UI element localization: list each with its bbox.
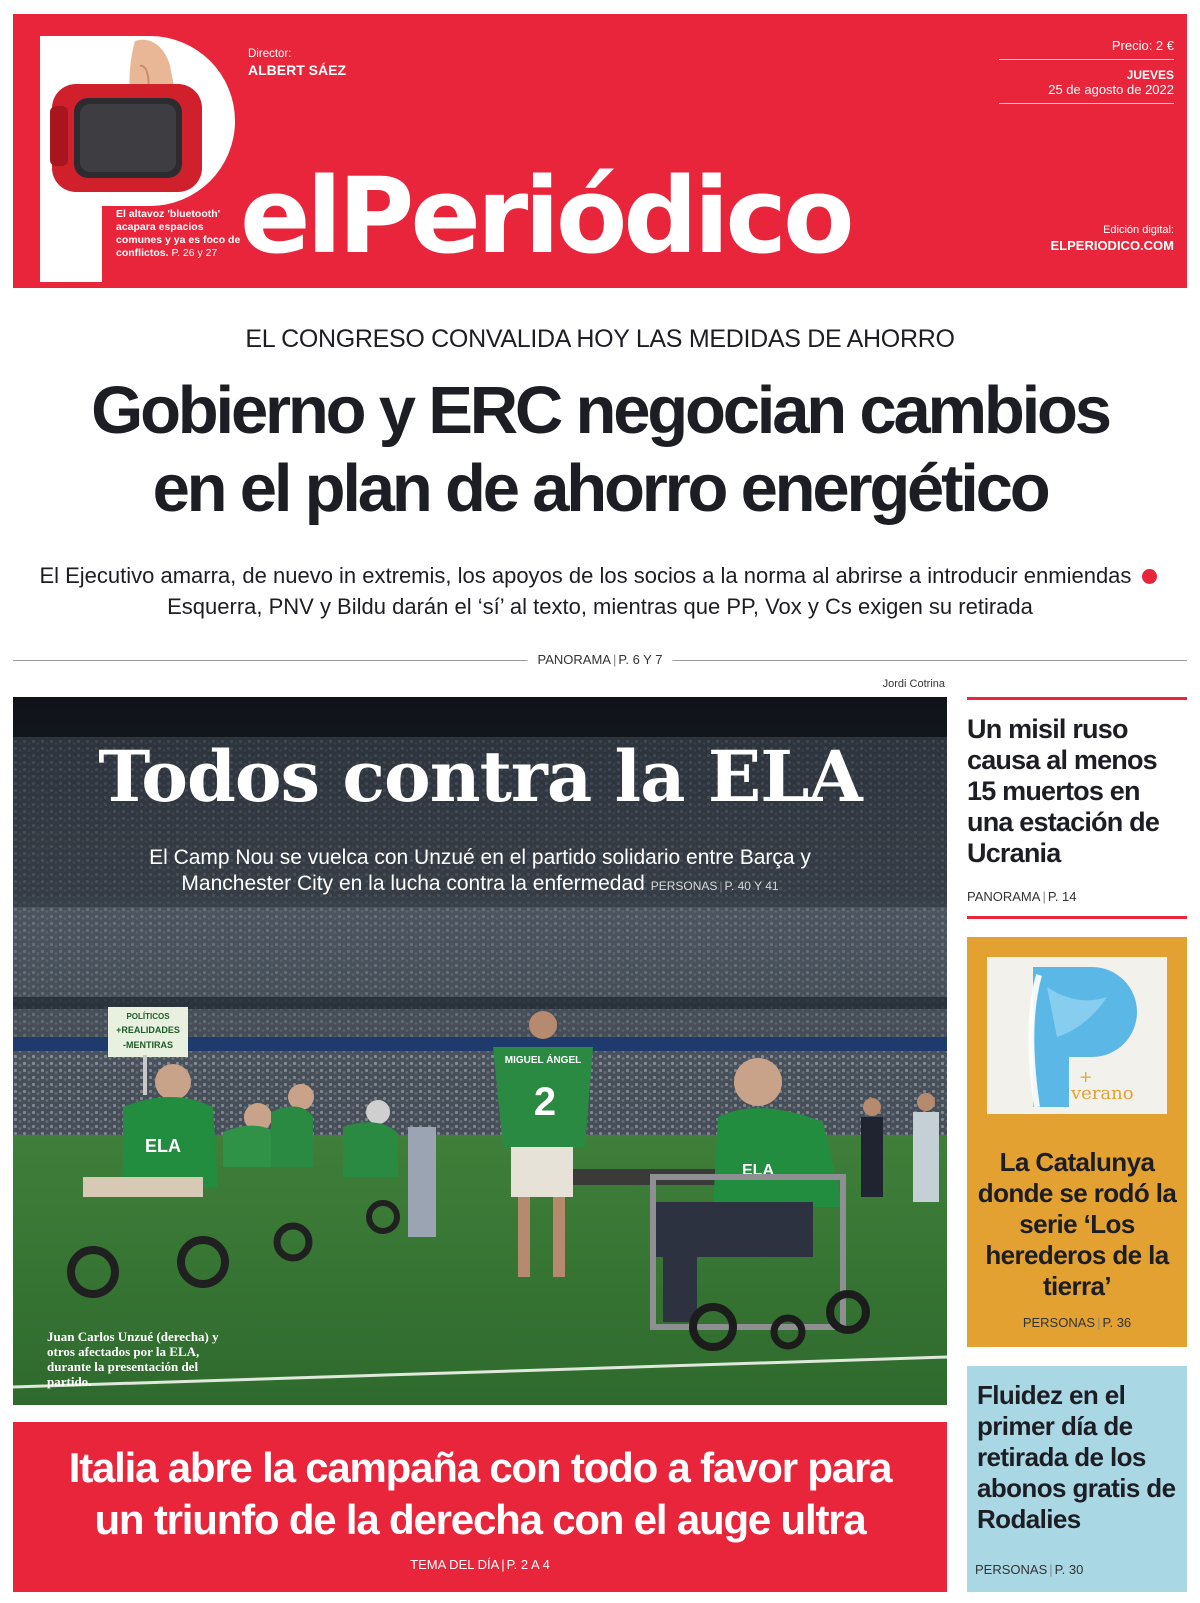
side-headline: Un misil ruso causa al menos 15 muertos en una estación de Ucrania: [967, 714, 1160, 868]
promo-story[interactable]: [967, 937, 1187, 1347]
sign-line-1: POLÍTICOS: [126, 1012, 170, 1021]
lead-kicker: EL CONGRESO CONVALIDA HOY LAS MEDIDAS DE AHORRO: [245, 325, 955, 353]
sign-line-3: -MENTIRAS: [123, 1040, 173, 1050]
edition-link[interactable]: ELPERIODICO.COM: [1050, 238, 1174, 253]
price-date-block: [999, 38, 1174, 104]
side-story[interactable]: [967, 697, 1187, 904]
rodalies-headline: Fluidez en el primer día de retirada de los abonos gratis de Rodalies: [977, 1380, 1176, 1534]
edition-block: [1050, 222, 1174, 254]
photo-credit: Jordi Cotrina: [882, 678, 945, 690]
lead-headline-line1: Gobierno y ERC negocian cambios: [91, 373, 1109, 448]
bottom-headline-line2: un triunfo de la derecha con el auge ultra: [94, 1496, 866, 1543]
director-name: ALBERT SÁEZ: [248, 62, 346, 78]
promo-section: PERSONAS: [1022, 1315, 1096, 1330]
photo-caption: Juan Carlos Unzué (derecha) y otros afectados por la ELA, durante la presentación del partido.: [47, 1329, 219, 1389]
rodalies-story[interactable]: [967, 1366, 1187, 1592]
rodalies-section: PERSONAS: [975, 1562, 1048, 1577]
photo-pages: P. 40 Y 41: [724, 879, 779, 893]
lead-deck-part1: El Ejecutivo amarra, de nuevo in extremis, los apoyos de los socios a la norma al abrirse a introducir enmiendas: [39, 563, 1132, 588]
bottom-pages: P. 2 A 4: [506, 1557, 550, 1572]
bottom-headline-line1: Italia abre la campaña con todo a favor para: [68, 1444, 892, 1491]
bottom-story[interactable]: [13, 1422, 947, 1592]
promo-headline: La Catalunya donde se rodó la serie ‘Los herederos de la tierra’: [977, 1147, 1177, 1301]
teaser-body: El altavoz 'bluetooth' acapara espacios comunes y ya es foco de conflictos.: [116, 208, 241, 259]
lead-headline[interactable]: [10, 372, 1190, 528]
supplement-label: verano: [1071, 1083, 1134, 1104]
lead-section: PANORAMA: [537, 652, 611, 667]
director-block: [248, 46, 346, 78]
price: Precio: 2 €: [999, 38, 1174, 60]
rodalies-pages: P. 30: [1054, 1562, 1084, 1577]
lead-deck-part2: Esquerra, PNV y Bildu darán el ‘sí’ al texto, mientras que PP, Vox y Cs exigen su retirada: [167, 594, 1033, 619]
bottom-headline: [23, 1442, 937, 1546]
bottom-section: TEMA DEL DÍA: [410, 1557, 500, 1572]
shirt-number: 2: [533, 1080, 557, 1124]
photo-title[interactable]: Todos contra la ELA: [98, 735, 862, 818]
photo-section: PERSONAS: [650, 879, 718, 893]
promo-page-ref: PERSONAS | P. 36: [1022, 1315, 1132, 1330]
shirt-text-right: ELA: [742, 1162, 774, 1179]
weekday: JUEVES: [1126, 68, 1174, 82]
sign-line-2: +REALIDADES: [116, 1025, 180, 1035]
rodalies-page-ref: PERSONAS | P. 30: [975, 1562, 1084, 1577]
edition-label: Edición digital:: [1103, 224, 1174, 236]
director-label: Director:: [248, 48, 292, 60]
shirt-name: MIGUEL ÁNGEL: [504, 1055, 582, 1066]
masthead: [13, 14, 1187, 288]
brand-logo[interactable]: elPeriódico: [240, 155, 851, 277]
teaser-ref: P. 26 y 27: [171, 247, 218, 259]
lead-headline-line2: en el plan de ahorro energético: [152, 451, 1048, 526]
lead-page-ref: PANORAMA | P. 6 Y 7: [13, 652, 1187, 668]
supplement-plus: +: [1079, 1067, 1093, 1086]
side-section: PANORAMA: [967, 889, 1041, 904]
photo-story[interactable]: [13, 697, 947, 1405]
teaser-text[interactable]: [116, 208, 241, 260]
promo-pages: P. 36: [1102, 1315, 1132, 1330]
date: 25 de agosto de 2022: [999, 82, 1174, 104]
photo-subtitle: [93, 845, 867, 899]
bottom-page-ref: TEMA DEL DÍA | P. 2 A 4: [410, 1557, 550, 1572]
bullet-dot-icon: [1142, 569, 1157, 584]
shirt-text-left: ELA: [145, 1136, 181, 1156]
lead-deck: [20, 560, 1180, 622]
lead-pages: P. 6 Y 7: [618, 652, 663, 667]
supplement-cover: [987, 957, 1167, 1114]
photo-subtitle-text: El Camp Nou se vuelca con Unzué en el partido solidario entre Barça y Manchester City en la lucha contra la enfermedad: [149, 846, 811, 895]
side-pages: P. 14: [1047, 889, 1077, 904]
side-divider: [967, 916, 1187, 919]
side-page-ref: PANORAMA | P. 14: [967, 889, 1077, 904]
photo-page-ref: PERSONAS | P. 40 Y 41: [650, 879, 779, 893]
